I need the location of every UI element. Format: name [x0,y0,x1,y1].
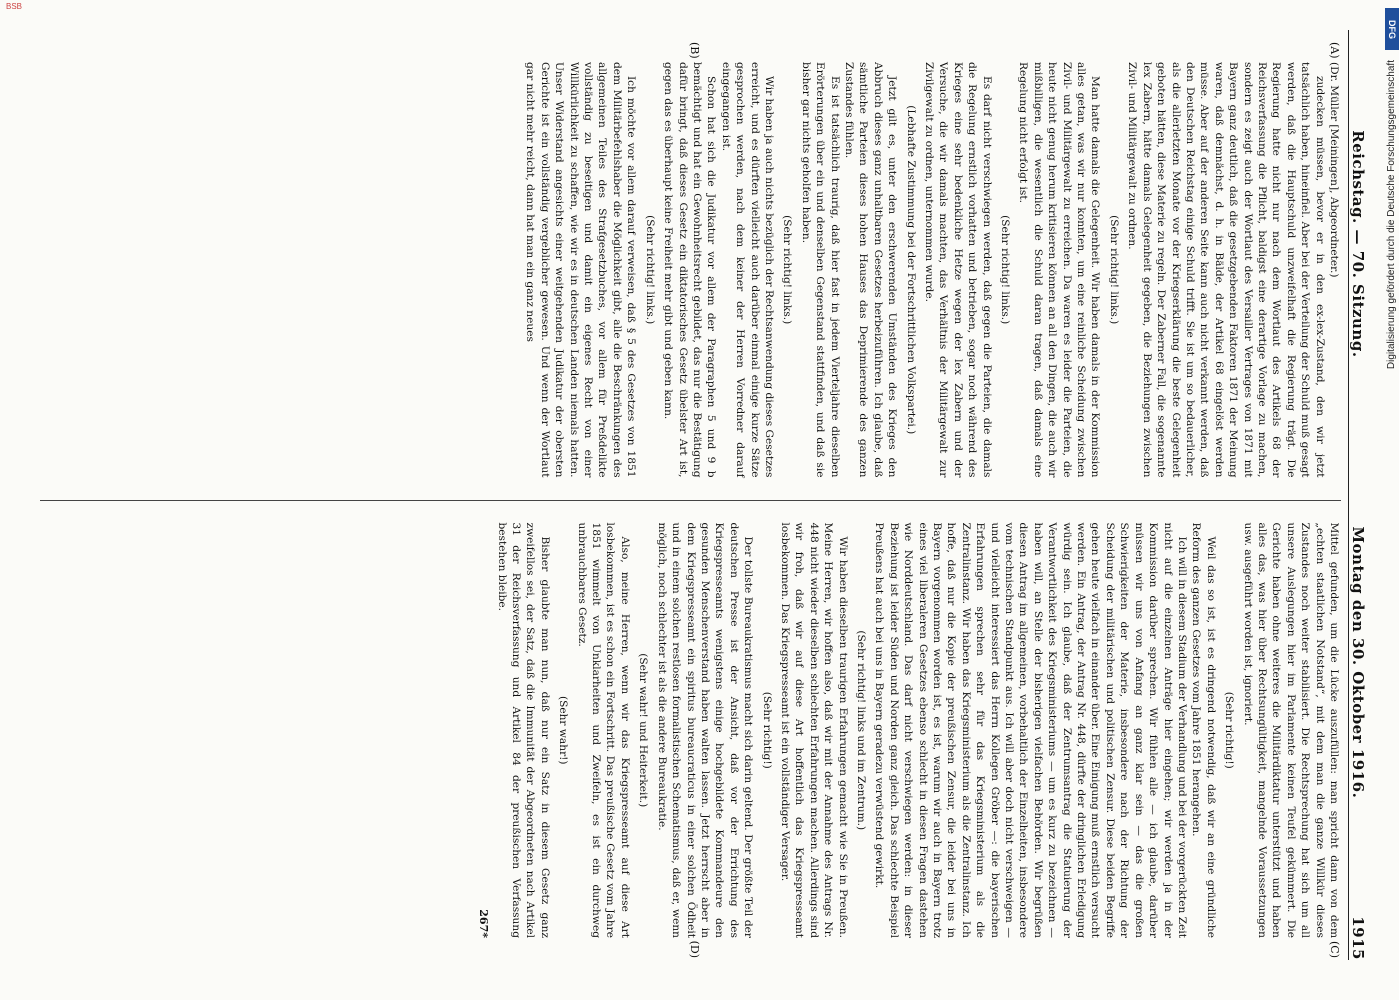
interjection: (Sehr richtig! links.) [1107,215,1120,325]
digitization-credit: Digitalisierung gefördert durch die Deutsche Forschungsgemeinschaft [1386,60,1397,370]
paragraph: Wir haben dieselben traurigen Erfahrungen gemacht wie Sie in Preußen. Meine Herren, wir hoffen also, daß wir mit der Annahme des Antrags Nr. 448 nicht wieder dieselben schlechten Erfahrungen machen. Allerdings sind wir froh, daß wir auf diese Art hoffentlich das Kriegspresseamt losbekommen. Das Kriegspresseamt ist ein vollständiger Versager. [778,522,849,938]
dfg-logo: DFG [1385,8,1399,50]
right-column [40,500,1341,961]
paragraph: Es ist tatsächlich traurig, daß hier fast in jedem Vierteljahre dieselben Erörterungen über ein und denselben Gegenstand stattfinden, und daß sie bisher gar nichts geholfen haben. [799,62,841,478]
paragraph: Also, meine Herren, wenn wir das Kriegspresseamt auf diese Art losbekommen, ist es schon ein Fortschritt. Das preußische Gesetz vom Jahre 1851 wimmelt von Unklarheiten und Zweifeln, es ist ein durchweg unbrauchbares Gesetz. [575,522,631,938]
interjection: (Sehr wahr!) [557,695,570,765]
paragraph: Jetzt gilt es, unter den erschwerenden Umständen des Krieges den Abbruch dieses ganz unhaltbaren Gesetzes herbeizuführen. Ich glaube, daß sämtliche Parteien dieses hohen Hauses das Deprimierende des ganzen Zustandes fühlen. [843,62,899,478]
interjection: (Sehr wahr! und Heiterkeit.) [637,653,650,808]
paragraph: Schon hat sich die Judikatur vor allem der Paragraphen 5 und 9 b bemächtigt und hat ein Gewohnheitsrecht gebildet, das nur die Bestätigung dafür bringt, daß dieses Gesetz ein diktatorisches Gesetz übelster Art ist, gegen das es überhaupt keine Freiheit mehr gibt und geben kann. [662,62,718,478]
paragraph: Ich will in diesem Stadium der Verhandlung und bei der vorgerückten Zeit nicht auf die einzelnen Anträge hier eingehen; wir werden ja in der Kommission darüber sprechen. Wir fühlen alle — ich glaube, darüber müssen wir uns von Anfang an ganz klar sein — das die großen Schwierigkeiten der Materie, insbesondere nach der Richtung der Scheidung der militärischen und politischen Zensur. Diese beiden Begriffe gehen heute vielfach in einander über. Eine Einigung muß ernstlich versucht werden. Ein Antrag, der Antrag Nr. 448, dürfte der dringlichen Erledigung würdig sein. Ich glaube, daß der Zentrumsantrag die Statuierung der Verantwortlichkeit des Kriegsministeriums — um es kurz zu bezeichnen — haben will, an Stelle der bisherigen vielfachen Behörden. Wir begrüßen diesen Antrag im allgemeinen, vorbehaltlich der Einzelheiten, insbesondere vom technischen Standpunkt aus. Ich will aber doch nicht verschweigen — und vielleicht interessiert das Herrn Kollegen Gröber —: die bayerischen Erfahrungen sprechen sehr für das Kriegsministerium als die Zentralinstanz. Wir haben das Kriegsministerium als die Zentralinstanz. Ich hoffe, daß nur die Kopie der preußischen Zensur, die leider bei uns in Bayern vorgenommen worden ist, es ist, warum wir auch in Bayern trotz eines viel liberaleren Gesetzes ebenso schlecht in diesen Fragen dastehen wie Norddeutschland. Das darf nicht verschwiegen werden: in dieser Beziehung ist leider Süden und Norden ganz gleich. Das schlechte Beispiel Preußens hat auch bei uns in Bayern geradezu verwüstend gewirkt. [873,522,1188,938]
margin-mark-d: (D) [688,940,701,958]
interjection: (Sehr richtig!) [1223,691,1236,769]
paragraph: zudecken müssen, bevor er in den ex-lex-Zustand, den wir jetzt tatsächlich haben, hineinfiel. Aber bei der Verteilung der Schuld muß gesagt werden, daß die Hauptschuld unzweifelhaft die Regierung trägt. Die Regierung hatte nicht nur nach dem Wortlaut des Artikels 68 der Reichsverfassung die Pflicht, baldigst eine derartige Vorlage zu machen, sondern es zeigt auch der Wortlaut des Versailler Vertrages von 1871 mit Bayern ganz deutlich, daß die gesetzgebenden Faktoren 1871 der Meinung waren, daß demnächst, d. h. in Bälde, der Artikel 68 eingelöst werden müsse. Aber auf der anderen Seite kann auch nicht verkannt werden, daß den Deutschen Reichstag einige Schuld trifft. Sie ist um so bedauerlicher, als die allerletzten Monate vor der Kriegserklärung die beste Gelegenheit geboten hätten, diese Materie zu regeln. Der Zaberner Fall, die sogenannte lex Zabern, hätte damals Gelegenheit gegeben, die Beziehungen zwischen Zivil- und Militärgewalt zu ordnen. [1126,62,1326,478]
paragraph: Mittel gefunden, um die Lücke auszufüllen: man spricht dann von dem „echten staatlichen Notstand“, mit dem man die ganze Willkür dieses Zustandes noch weiter stabilisiert. Die Rechtsprechung hat sich um all unsere Auslegungen hier im Parlamente keinen Teufel gekümmert. Die Gerichte haben ohne weiteres die Militärdiktatur unterstützt und haben alles das, was hier über Rechtsungültigkeit, mangelnde Voraussetzungen usw. ausgeführt worden ist, ignoriert. [1241,522,1340,938]
left-column [40,40,1341,500]
paragraph: Ich möchte vor allem darauf verweisen, daß § 5 des Gesetzes von 1851 dem Militärbefehlshaber die Möglichkeit gibt, alle die Beschränkungen des allgemeinen Teiles des Strafgesetzbuches, vor allem für Preßdelikte vollständig zu beseitigen und damit ein eigenes Recht von einer Willkürlichkeit zu schaffen, wie wir es in deutschen Landen niemals hatten. Unser Widerstand angesichts einer weitgehenden Judikatur der obersten Gerichte ist ein vollständig vergeblicher gewesen. Und wenn der Wortlaut gar nicht mehr reicht, dann hat man ein ganz neues [524,62,638,478]
interjection: (Sehr richtig! links.) [999,215,1012,325]
interjection: (Sehr richtig! links.) [781,215,794,325]
paragraph: Weil das so ist, ist es dringend notwendig, daß wir an eine gründliche Reform des ganzen Gesetzes vom Jahre 1851 herangehen. [1190,522,1217,938]
paragraph: Der tollste Bureaukratismus macht sich darin geltend. Der größte Teil der deutschen Presse ist der Ansicht, daß vor der Errichtung des Kriegspresseamts wenigstens einige hochgebildete Kommandeure den gesunden Menschenverstand haben walten lassen. Jetzt herrscht aber in dem Kriegspresseamt ein spiritus bureaucraticus in einer solchen Ödheit und in einem solchen restlosen formalistischen Schematismus, daß er, wenn möglich, noch schlechter ist als die andere Bureaukratie. [655,522,755,938]
paragraph: Man hatte damals die Gelegenheit. Wir haben damals in der Kommission alles getan, was wir nur konnten, um eine reinliche Scheidung zwischen Zivil- und Militärgewalt zu erreichen. Da waren es leider die Parteien, die heute nicht genug herum kritisieren können an all den Dingen, die auch wir mißbilligen, die wesentlich die Schuld daran tragen, daß damals eine Regelung nicht erfolgt ist. [1017,62,1102,478]
page-number: 267* [477,909,491,938]
paragraph: Bisher glaubte man nun, daß nur ein Satz in diesem Gesetz ganz zweifellos sei, der Satz, daß die Immunität der Abgeordneten nach Artikel 31 der Reichsverfassung und Artikel 84 der preußischen Verfassung bestehen bleibe. [495,522,551,938]
interjection: (Sehr richtig! links und im Zentrum.) [855,630,867,831]
paragraph: Wir haben ja auch nichts bezüglich der Rechtsanwendung dieses Gesetzes erreicht, und es dürften vielleicht auch darüber einmal einige kurze Sätze gesprochen werden, nach dem keiner der Herren Vorredner darauf eingegangen ist. [719,62,775,478]
library-mark: BSB [6,2,23,11]
margin-mark-a: (A) [1328,42,1341,59]
left-column-text [523,62,1341,478]
paragraph: (Dr. Müller [Meiningen], Abgeordneter.) [1328,62,1340,278]
margin-mark-c: (C) [1328,941,1341,958]
page-header-number: 1915 [1349,916,1367,960]
interjection: (Sehr richtig!) [760,691,773,769]
interjection: (Sehr richtig! links.) [643,215,656,325]
session-date: Montag den 30. Oktober 1916. [1349,526,1367,799]
right-column-text [494,523,1341,939]
margin-mark-b: (B) [688,42,701,59]
session-title: Reichstag. — 70. Sitzung. [1349,130,1367,358]
paragraph: Es darf nicht verschwiegen werden, daß gegen die Parteien, die damals die Regelung ernstlich vorhatten und betrieben, sogar noch während des Krieges eine sehr bedenkliche Hetze wegen der lex Zabern und der Versuche, die wir damals machten, das Verhältnis der Militärgewalt zur Zivilgewalt zu ordnen, unternommen wurde. [923,62,993,478]
text-columns [40,40,1341,960]
page-header [1348,30,1377,960]
interjection: (Lebhafte Zustimmung bei der Fortschrittlichen Volkspartei.) [904,105,917,435]
